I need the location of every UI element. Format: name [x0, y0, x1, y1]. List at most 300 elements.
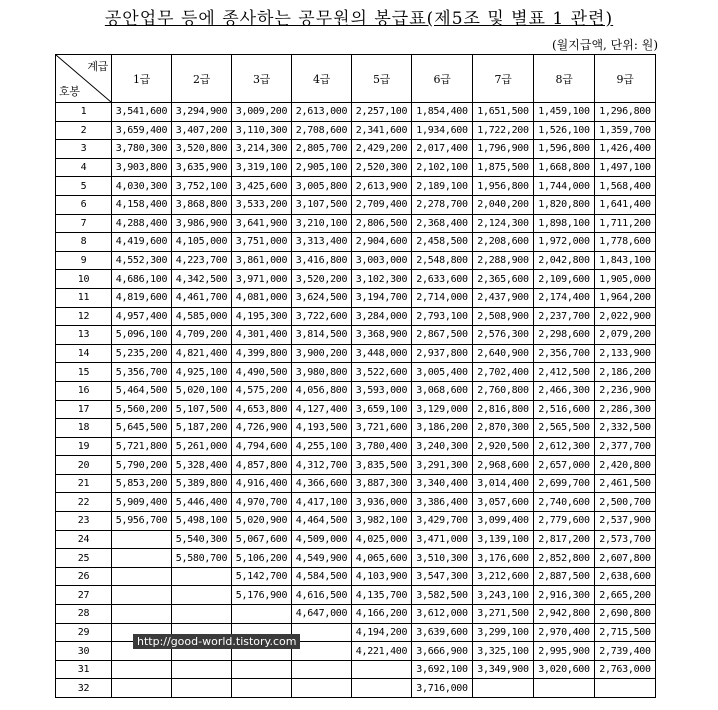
step-cell: 23	[56, 512, 112, 531]
salary-cell: 5,721,800	[112, 437, 172, 456]
salary-cell: 3,284,000	[352, 307, 412, 326]
salary-cell: 2,709,400	[352, 195, 412, 214]
table-row	[56, 567, 656, 586]
table-row	[56, 512, 656, 531]
salary-cell: 4,585,000	[172, 307, 232, 326]
salary-cell: 5,142,700	[232, 567, 292, 586]
salary-cell	[534, 679, 595, 698]
salary-cell: 4,223,700	[172, 251, 232, 270]
salary-cell: 3,448,000	[352, 344, 412, 363]
step-cell: 28	[56, 605, 112, 624]
salary-cell: 5,106,200	[232, 549, 292, 568]
salary-cell	[112, 679, 172, 698]
salary-cell: 4,056,800	[292, 381, 352, 400]
salary-cell: 4,575,200	[232, 381, 292, 400]
salary-cell: 5,446,400	[172, 493, 232, 512]
salary-cell	[172, 660, 232, 679]
salary-cell: 3,522,600	[352, 363, 412, 382]
salary-cell: 4,819,600	[112, 288, 172, 307]
step-cell: 4	[56, 158, 112, 177]
salary-cell	[292, 623, 352, 642]
step-cell: 22	[56, 493, 112, 512]
salary-cell: 2,970,400	[534, 623, 595, 642]
salary-cell: 3,240,300	[412, 437, 473, 456]
salary-cell: 2,920,500	[473, 437, 534, 456]
table-row	[56, 605, 656, 624]
salary-cell: 2,817,200	[534, 530, 595, 549]
salary-cell: 5,328,400	[172, 456, 232, 475]
table-row	[56, 363, 656, 382]
salary-cell: 1,744,000	[534, 177, 595, 196]
salary-cell: 3,716,000	[412, 679, 473, 698]
salary-cell: 3,982,100	[352, 512, 412, 531]
salary-cell: 4,925,100	[172, 363, 232, 382]
salary-cell: 4,221,400	[352, 642, 412, 661]
salary-cell: 3,721,600	[352, 419, 412, 438]
step-cell: 2	[56, 121, 112, 140]
salary-cell	[172, 679, 232, 698]
salary-cell: 1,568,400	[595, 177, 656, 196]
salary-cell: 1,722,200	[473, 121, 534, 140]
salary-cell: 3,294,900	[172, 103, 232, 122]
salary-cell: 2,500,700	[595, 493, 656, 512]
salary-cell: 4,461,700	[172, 288, 232, 307]
document-title: 공안업무 등에 종사하는 공무원의 봉급표(제5조 및 별표 1 관련)	[104, 9, 614, 29]
salary-cell: 3,635,900	[172, 158, 232, 177]
salary-cell: 3,624,500	[292, 288, 352, 307]
salary-cell: 1,796,900	[473, 140, 534, 159]
salary-cell: 5,067,600	[232, 530, 292, 549]
salary-cell	[112, 605, 172, 624]
salary-cell: 5,107,500	[172, 400, 232, 419]
step-cell: 8	[56, 233, 112, 252]
salary-cell: 2,189,100	[412, 177, 473, 196]
grade-header: 8급	[534, 55, 595, 103]
salary-cell: 3,416,800	[292, 251, 352, 270]
salary-cell: 4,821,400	[172, 344, 232, 363]
salary-cell: 1,875,500	[473, 158, 534, 177]
salary-cell: 4,490,500	[232, 363, 292, 382]
salary-cell: 2,458,500	[412, 233, 473, 252]
salary-cell: 2,904,600	[352, 233, 412, 252]
step-cell: 14	[56, 344, 112, 363]
salary-cell: 2,537,900	[595, 512, 656, 531]
salary-cell: 1,426,400	[595, 140, 656, 159]
salary-cell: 2,022,900	[595, 307, 656, 326]
salary-cell: 3,666,900	[412, 642, 473, 661]
salary-cell: 3,340,400	[412, 474, 473, 493]
salary-cell: 3,861,000	[232, 251, 292, 270]
salary-cell: 2,298,600	[534, 326, 595, 345]
salary-cell: 5,909,400	[112, 493, 172, 512]
step-cell: 5	[56, 177, 112, 196]
unit-note: (월지급액, 단위: 원)	[552, 38, 658, 52]
salary-cell: 3,780,300	[112, 140, 172, 159]
salary-cell: 3,005,400	[412, 363, 473, 382]
salary-cell: 4,686,100	[112, 270, 172, 289]
salary-cell: 1,972,000	[534, 233, 595, 252]
salary-cell: 4,135,700	[352, 586, 412, 605]
salary-cell: 3,243,100	[473, 586, 534, 605]
salary-cell: 3,102,300	[352, 270, 412, 289]
step-cell: 7	[56, 214, 112, 233]
table-row	[56, 549, 656, 568]
corner-header	[56, 55, 112, 103]
salary-cell: 2,520,300	[352, 158, 412, 177]
salary-cell: 2,208,600	[473, 233, 534, 252]
salary-cell: 4,509,000	[292, 530, 352, 549]
salary-cell: 3,425,600	[232, 177, 292, 196]
salary-cell	[172, 586, 232, 605]
salary-cell: 4,647,000	[292, 605, 352, 624]
salary-cell: 2,905,100	[292, 158, 352, 177]
salary-cell: 2,237,700	[534, 307, 595, 326]
salary-cell: 2,429,200	[352, 140, 412, 159]
salary-cell	[172, 605, 232, 624]
table-row	[56, 214, 656, 233]
table-row	[56, 586, 656, 605]
salary-cell: 2,079,200	[595, 326, 656, 345]
salary-cell: 2,995,900	[534, 642, 595, 661]
salary-cell: 4,195,300	[232, 307, 292, 326]
salary-cell: 1,934,600	[412, 121, 473, 140]
salary-cell: 3,659,100	[352, 400, 412, 419]
salary-cell: 1,964,200	[595, 288, 656, 307]
salary-cell: 3,212,600	[473, 567, 534, 586]
step-cell: 20	[56, 456, 112, 475]
salary-cell: 3,752,100	[172, 177, 232, 196]
salary-cell: 2,916,300	[534, 586, 595, 605]
salary-cell: 4,025,000	[352, 530, 412, 549]
salary-cell: 5,790,200	[112, 456, 172, 475]
grade-header: 9급	[595, 55, 656, 103]
salary-cell: 3,903,800	[112, 158, 172, 177]
salary-cell: 2,356,700	[534, 344, 595, 363]
grade-axis-label: 계급	[87, 60, 108, 73]
salary-cell: 2,174,400	[534, 288, 595, 307]
salary-cell: 4,653,800	[232, 400, 292, 419]
salary-cell: 3,057,600	[473, 493, 534, 512]
salary-cell: 4,584,500	[292, 567, 352, 586]
step-cell: 29	[56, 623, 112, 642]
table-row	[56, 307, 656, 326]
salary-cell: 2,763,000	[595, 660, 656, 679]
grade-header: 6급	[412, 55, 473, 103]
salary-cell	[292, 679, 352, 698]
salary-cell: 3,368,900	[352, 326, 412, 345]
salary-cell	[232, 660, 292, 679]
salary-cell: 2,341,600	[352, 121, 412, 140]
salary-cell: 4,103,900	[352, 567, 412, 586]
salary-cell: 3,582,500	[412, 586, 473, 605]
table-body	[56, 103, 656, 698]
salary-cell: 2,633,600	[412, 270, 473, 289]
salary-cell: 3,349,900	[473, 660, 534, 679]
salary-cell: 4,342,500	[172, 270, 232, 289]
watermark-url: http://good-world.tistory.com	[133, 634, 300, 649]
step-cell: 24	[56, 530, 112, 549]
salary-cell: 4,726,900	[232, 419, 292, 438]
table-row	[56, 177, 656, 196]
salary-cell: 1,711,200	[595, 214, 656, 233]
salary-cell: 2,806,500	[352, 214, 412, 233]
salary-cell: 2,708,600	[292, 121, 352, 140]
step-cell: 30	[56, 642, 112, 661]
salary-cell: 2,816,800	[473, 400, 534, 419]
step-cell: 11	[56, 288, 112, 307]
salary-cell: 2,887,500	[534, 567, 595, 586]
table-row	[56, 679, 656, 698]
salary-cell: 2,942,800	[534, 605, 595, 624]
salary-cell: 3,271,500	[473, 605, 534, 624]
salary-cell: 4,857,800	[232, 456, 292, 475]
salary-cell: 3,471,000	[412, 530, 473, 549]
salary-cell: 3,780,400	[352, 437, 412, 456]
grade-header: 7급	[473, 55, 534, 103]
table-row	[56, 530, 656, 549]
salary-cell	[112, 567, 172, 586]
salary-cell: 3,099,400	[473, 512, 534, 531]
salary-cell: 2,124,300	[473, 214, 534, 233]
salary-cell: 3,612,000	[412, 605, 473, 624]
step-cell: 18	[56, 419, 112, 438]
salary-cell: 2,793,100	[412, 307, 473, 326]
step-cell: 9	[56, 251, 112, 270]
salary-cell	[112, 549, 172, 568]
salary-cell	[112, 660, 172, 679]
salary-cell: 3,547,300	[412, 567, 473, 586]
salary-cell: 2,607,800	[595, 549, 656, 568]
salary-cell: 1,778,600	[595, 233, 656, 252]
step-cell: 15	[56, 363, 112, 382]
step-axis-label: 호봉	[59, 85, 80, 98]
salary-cell: 2,937,800	[412, 344, 473, 363]
salary-cell: 1,526,100	[534, 121, 595, 140]
salary-cell	[292, 642, 352, 661]
salary-cell: 2,508,900	[473, 307, 534, 326]
salary-cell: 1,668,800	[534, 158, 595, 177]
salary-cell: 4,464,500	[292, 512, 352, 531]
salary-cell: 4,301,400	[232, 326, 292, 345]
salary-cell: 3,814,500	[292, 326, 352, 345]
salary-cell: 3,014,400	[473, 474, 534, 493]
salary-cell: 4,709,200	[172, 326, 232, 345]
salary-cell: 1,905,000	[595, 270, 656, 289]
salary-cell: 4,194,200	[352, 623, 412, 642]
step-cell: 12	[56, 307, 112, 326]
salary-cell: 2,368,400	[412, 214, 473, 233]
step-cell: 21	[56, 474, 112, 493]
salary-cell: 2,573,700	[595, 530, 656, 549]
salary-cell	[232, 679, 292, 698]
step-cell: 3	[56, 140, 112, 159]
salary-cell: 2,715,500	[595, 623, 656, 642]
salary-cell: 3,835,500	[352, 456, 412, 475]
salary-cell	[352, 660, 412, 679]
salary-cell	[595, 679, 656, 698]
salary-cell: 3,659,400	[112, 121, 172, 140]
salary-cell: 3,325,100	[473, 642, 534, 661]
salary-cell: 3,009,200	[232, 103, 292, 122]
salary-cell: 2,968,600	[473, 456, 534, 475]
salary-cell: 5,560,200	[112, 400, 172, 419]
salary-cell: 3,110,300	[232, 121, 292, 140]
salary-cell: 2,576,300	[473, 326, 534, 345]
table-row	[56, 233, 656, 252]
salary-cell: 1,497,100	[595, 158, 656, 177]
salary-cell: 4,030,300	[112, 177, 172, 196]
salary-cell	[112, 530, 172, 549]
salary-cell: 4,616,500	[292, 586, 352, 605]
salary-cell: 2,109,600	[534, 270, 595, 289]
salary-cell: 3,291,300	[412, 456, 473, 475]
salary-cell: 2,102,100	[412, 158, 473, 177]
salary-cell: 3,005,800	[292, 177, 352, 196]
salary-cell: 3,020,600	[534, 660, 595, 679]
salary-cell: 3,429,700	[412, 512, 473, 531]
salary-cell: 3,129,000	[412, 400, 473, 419]
salary-cell: 2,613,000	[292, 103, 352, 122]
salary-cell: 4,419,600	[112, 233, 172, 252]
salary-cell: 2,461,500	[595, 474, 656, 493]
salary-cell: 4,957,400	[112, 307, 172, 326]
salary-cell	[232, 605, 292, 624]
salary-cell: 3,541,600	[112, 103, 172, 122]
salary-cell: 3,641,900	[232, 214, 292, 233]
grade-header: 3급	[232, 55, 292, 103]
salary-cell: 3,533,200	[232, 195, 292, 214]
salary-cell: 5,389,800	[172, 474, 232, 493]
salary-cell: 2,640,900	[473, 344, 534, 363]
salary-cell: 1,956,800	[473, 177, 534, 196]
salary-cell: 2,288,900	[473, 251, 534, 270]
salary-cell: 2,613,900	[352, 177, 412, 196]
step-cell: 6	[56, 195, 112, 214]
grade-header: 5급	[352, 55, 412, 103]
salary-cell: 2,040,200	[473, 195, 534, 214]
salary-cell: 1,854,400	[412, 103, 473, 122]
salary-cell: 3,593,000	[352, 381, 412, 400]
salary-cell: 2,699,700	[534, 474, 595, 493]
salary-cell: 2,437,900	[473, 288, 534, 307]
salary-cell: 2,257,100	[352, 103, 412, 122]
salary-cell: 2,714,000	[412, 288, 473, 307]
table-row	[56, 121, 656, 140]
salary-cell: 3,107,500	[292, 195, 352, 214]
salary-cell: 3,068,600	[412, 381, 473, 400]
salary-cell	[172, 567, 232, 586]
salary-cell: 3,900,200	[292, 344, 352, 363]
salary-cell: 4,794,600	[232, 437, 292, 456]
salary-cell: 2,657,000	[534, 456, 595, 475]
table-row	[56, 660, 656, 679]
salary-cell: 4,399,800	[232, 344, 292, 363]
salary-cell: 2,042,800	[534, 251, 595, 270]
salary-cell: 2,805,700	[292, 140, 352, 159]
salary-cell: 4,105,000	[172, 233, 232, 252]
header-row	[56, 55, 656, 103]
salary-cell: 1,359,700	[595, 121, 656, 140]
salary-cell: 2,133,900	[595, 344, 656, 363]
salary-cell: 3,980,800	[292, 363, 352, 382]
step-cell: 27	[56, 586, 112, 605]
salary-cell: 4,065,600	[352, 549, 412, 568]
table-row	[56, 381, 656, 400]
salary-cell: 3,319,100	[232, 158, 292, 177]
step-cell: 1	[56, 103, 112, 122]
table-row	[56, 437, 656, 456]
salary-cell: 4,312,700	[292, 456, 352, 475]
salary-cell: 5,187,200	[172, 419, 232, 438]
salary-cell: 5,096,100	[112, 326, 172, 345]
salary-cell: 2,702,400	[473, 363, 534, 382]
salary-cell: 4,366,600	[292, 474, 352, 493]
salary-cell: 2,760,800	[473, 381, 534, 400]
step-cell: 26	[56, 567, 112, 586]
salary-cell: 4,552,300	[112, 251, 172, 270]
salary-cell: 2,420,800	[595, 456, 656, 475]
salary-cell: 4,417,100	[292, 493, 352, 512]
salary-cell: 1,898,100	[534, 214, 595, 233]
salary-table	[55, 54, 656, 698]
table-row	[56, 270, 656, 289]
table-row	[56, 288, 656, 307]
salary-cell: 3,003,000	[352, 251, 412, 270]
salary-cell: 2,852,800	[534, 549, 595, 568]
step-cell: 10	[56, 270, 112, 289]
salary-cell: 3,936,000	[352, 493, 412, 512]
table-row	[56, 400, 656, 419]
salary-cell: 1,843,100	[595, 251, 656, 270]
salary-cell	[352, 679, 412, 698]
salary-cell	[112, 586, 172, 605]
table-row	[56, 419, 656, 438]
salary-cell: 5,020,900	[232, 512, 292, 531]
grade-header: 2급	[172, 55, 232, 103]
salary-cell: 2,565,500	[534, 419, 595, 438]
step-cell: 32	[56, 679, 112, 698]
salary-cell: 1,296,800	[595, 103, 656, 122]
table-row	[56, 326, 656, 345]
salary-cell: 2,690,800	[595, 605, 656, 624]
salary-cell: 2,365,600	[473, 270, 534, 289]
salary-cell: 2,236,900	[595, 381, 656, 400]
salary-cell: 2,412,500	[534, 363, 595, 382]
salary-cell	[292, 660, 352, 679]
salary-cell: 3,214,300	[232, 140, 292, 159]
salary-cell: 2,466,300	[534, 381, 595, 400]
salary-cell	[473, 679, 534, 698]
salary-cell: 5,356,700	[112, 363, 172, 382]
salary-cell: 3,407,200	[172, 121, 232, 140]
salary-cell: 5,540,300	[172, 530, 232, 549]
salary-cell: 1,641,400	[595, 195, 656, 214]
table-row	[56, 344, 656, 363]
salary-cell: 5,580,700	[172, 549, 232, 568]
salary-cell: 1,820,800	[534, 195, 595, 214]
salary-cell: 4,549,900	[292, 549, 352, 568]
salary-cell: 2,665,200	[595, 586, 656, 605]
step-cell: 19	[56, 437, 112, 456]
salary-cell: 5,464,500	[112, 381, 172, 400]
salary-cell: 4,158,400	[112, 195, 172, 214]
table-row	[56, 493, 656, 512]
salary-cell: 3,510,300	[412, 549, 473, 568]
salary-cell: 5,176,900	[232, 586, 292, 605]
salary-cell: 3,887,300	[352, 474, 412, 493]
salary-cell: 3,313,400	[292, 233, 352, 252]
salary-cell: 5,235,200	[112, 344, 172, 363]
